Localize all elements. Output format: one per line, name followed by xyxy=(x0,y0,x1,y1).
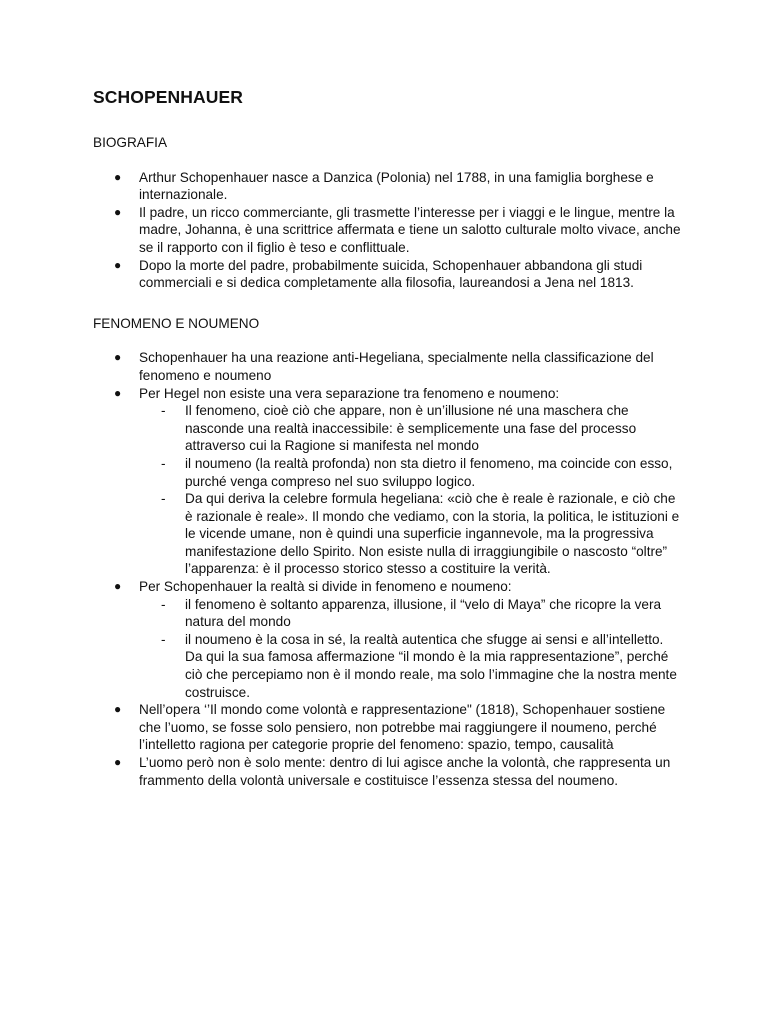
sub-list-item xyxy=(139,490,683,578)
sub-list-item xyxy=(139,402,683,455)
list-item-text: Per Schopenhauer la realtà si divide in fenomeno e noumeno: xyxy=(139,579,512,595)
bullet-icon: ● xyxy=(114,204,122,219)
list-item-text: L’uomo però non è solo mente: dentro di lui agisce anche la volontà, che rappresenta un frammento della volontà universale e costituisce l’essenza stessa del noumeno. xyxy=(139,755,671,788)
bullet-icon: ● xyxy=(114,702,122,717)
biografia-list xyxy=(93,169,683,292)
list-item xyxy=(93,578,683,701)
bullet-icon: ● xyxy=(114,350,122,365)
document-title: SCHOPENHAUER xyxy=(93,87,243,107)
bullet-icon: ● xyxy=(114,169,122,184)
list-item xyxy=(93,754,683,789)
list-item xyxy=(93,701,683,754)
fenomeno-noumeno-list xyxy=(93,349,683,789)
sub-list-item-text: il noumeno è la cosa in sé, la realtà autentica che sfugge ai sensi e all’intelletto. Da qui la sua famosa affermazione “il mondo è la mia rappresentazione”, perché ciò che percepiamo non è il mondo reale, ma solo l’immagine che la nostra mente costruisce. xyxy=(185,631,677,700)
list-item xyxy=(93,257,683,292)
section-heading-fenomeno-noumeno: FENOMENO E NOUMENO xyxy=(93,315,260,331)
list-item-text: Per Hegel non esiste una vera separazione tra fenomeno e noumeno: xyxy=(139,385,560,401)
sub-list-item xyxy=(139,631,683,701)
sub-list-item xyxy=(139,455,683,490)
document-page xyxy=(93,86,683,789)
bullet-icon: ● xyxy=(114,385,122,400)
sub-list-item-text: il noumeno (la realtà profonda) non sta dietro il fenomeno, ma coincide con esso, purché venga compreso nel suo sviluppo logico. xyxy=(185,455,673,489)
bullet-icon: ● xyxy=(114,257,122,272)
list-item xyxy=(93,349,683,384)
sub-list-hegel xyxy=(139,402,683,578)
bullet-icon: ● xyxy=(114,579,122,594)
sub-list-item-text: Il fenomeno, cioè ciò che appare, non è un’illusione né una maschera che nasconde una realtà inaccessibile: è semplicemente una fase del processo attraverso cui la Ragione si manifesta nel mondo xyxy=(185,403,637,454)
list-item-text: Schopenhauer ha una reazione anti-Hegeliana, specialmente nella classificazione del fenomeno e noumeno xyxy=(139,350,654,383)
list-item-text: Arthur Schopenhauer nasce a Danzica (Polonia) nel 1788, in una famiglia borghese e internazionale. xyxy=(139,169,654,203)
list-item xyxy=(93,204,683,257)
dash-icon: - xyxy=(161,596,166,612)
dash-icon: - xyxy=(161,491,166,507)
list-item xyxy=(93,169,683,204)
dash-icon: - xyxy=(161,631,166,647)
section-heading-biografia: BIOGRAFIA xyxy=(93,135,168,150)
list-item-text: Nell’opera ‘’Il mondo come volontà e rappresentazione" (1818), Schopenhauer sostiene che l’uomo, se fosse solo pensiero, non potrebbe mai raggiungere il noumeno, perché l’intelletto ragiona per categorie proprie del fenomeno: spazio, tempo, causalità xyxy=(139,702,666,753)
bullet-icon: ● xyxy=(114,755,122,769)
sub-list-schopenhauer xyxy=(139,596,683,702)
list-item-text: Il padre, un ricco commerciante, gli trasmette l’interesse per i viaggi e le lingue, mentre la madre, Johanna, è una scrittrice affermata e tiene un salotto culturale molto vivace, anche se il rapporto con il figlio è teso e conflittuale. xyxy=(139,204,681,255)
sub-list-item-text: Da qui deriva la celebre formula hegeliana: «ciò che è reale è razionale, e ciò che è razionale è reale». Il mondo che vediamo, con la storia, la politica, le istituzioni e le vicende umane, non è quindi una superficie ingannevole, ma la progressiva manifestazione dello Spirito. Non esiste nulla di irraggiungibile o nascosto “oltre” l’apparenza: è il processo storico stesso a costituire la verità. xyxy=(185,491,680,577)
dash-icon: - xyxy=(161,455,166,471)
list-item-text: Dopo la morte del padre, probabilmente suicida, Schopenhauer abbandona gli studi commerciali e si dedica completamente alla filosofia, laureandosi a Jena nel 1813. xyxy=(139,257,643,291)
list-item xyxy=(93,385,683,579)
dash-icon: - xyxy=(161,403,166,419)
sub-list-item xyxy=(139,596,683,631)
sub-list-item-text: il fenomeno è soltanto apparenza, illusione, il “velo di Maya” che ricopre la vera natura del mondo xyxy=(185,596,662,630)
